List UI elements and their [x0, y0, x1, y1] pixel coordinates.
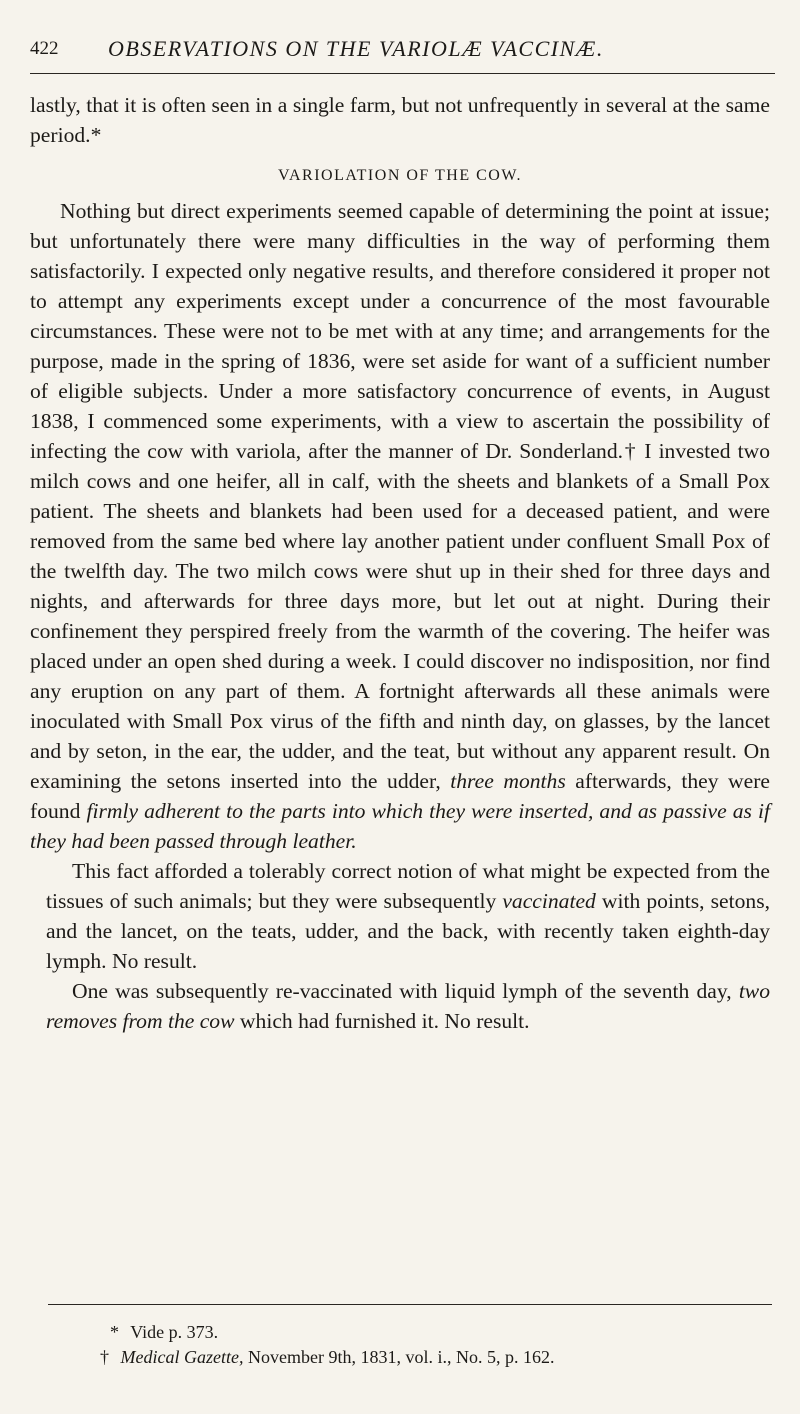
paragraph-2 [30, 196, 770, 856]
footnote-2-source: Medical Gazette, [120, 1347, 244, 1367]
page-header [30, 36, 770, 66]
paragraph-4-text-b: which had furnished it. No result. [239, 1009, 530, 1033]
body-text [30, 90, 770, 1036]
footnotes [100, 1320, 750, 1370]
footnote-2 [100, 1345, 750, 1370]
paragraph-3-text-b: with points, setons, and the lancet, on the teats, udder, and the back, with recently taken eighth-day lymph. No result. [46, 889, 770, 973]
page-number: 422 [30, 38, 59, 59]
paragraph-3-emphasis: vaccinated [502, 889, 596, 913]
footnote-1-text: Vide p. 373. [130, 1322, 219, 1342]
running-head: OBSERVATIONS ON THE VARIOLÆ VACCINÆ. [108, 36, 604, 61]
footnote-2-text: November 9th, 1831, vol. i., No. 5, p. 162. [247, 1347, 555, 1367]
paragraph-3-text-a: This fact afforded a tolerably correct notion of what might be expected from the tissues of such animals; but they were subsequently [46, 859, 770, 913]
footnote-1-mark: * [110, 1322, 119, 1342]
footnote-rule [48, 1304, 772, 1305]
paragraph-2-text-b: afterwards, they were found [30, 769, 770, 823]
footnote-2-mark: † [100, 1347, 109, 1367]
footnote-1 [110, 1320, 750, 1345]
paragraph-4-text-a: One was subsequently re-vaccinated with liquid lymph of the seventh day, [72, 979, 732, 1003]
paragraph-2-emphasis-2: firmly adherent to the parts into which they were inserted, and as passive as if they had been passed through leather. [30, 799, 770, 853]
paragraph-2-text-a: Nothing but direct experiments seemed capable of determining the point at issue; but unfortunately there were many difficulties in the way of performing them satisfactorily. I expected only negative results, and therefore considered it proper not to attempt any experiments except under a concurrence of the most favourable circumstances. These were not to be met with at any time; and arrangements for the purpose, made in the spring of 1836, were set aside for want of a sufficient number of eligible subjects. Under a more satisfactory concurrence of events, in August 1838, I commenced some experiments, with a view to ascertain the possibility of infecting the cow with variola, after the manner of Dr. Sonderland.† I invested two milch cows and one heifer, all in calf, with the sheets and blankets of a Small Pox patient. The sheets and blankets had been used for a deceased patient, and were removed from the same bed where lay another patient under confluent Small Pox of the twelfth day. The two milch cows were shut up in their shed for three days and nights, and afterwards for three days more, but let out at night. During their confinement they perspired freely from the warmth of the covering. The heifer was placed under an open shed during a week. I could discover no indisposition, nor find any eruption on any part of them. A fortnight afterwards all these animals were inoculated with Small Pox virus of the fifth and ninth day, on glasses, by the lancet and by seton, in the ear, the udder, and the teat, but without any apparent result. On examining the setons inserted into the udder, [30, 199, 770, 793]
paragraph-4 [30, 976, 770, 1036]
paragraph-2-emphasis-1: three months [450, 769, 566, 793]
paragraph-1: lastly, that it is often seen in a single farm, but not unfrequently in several at the same period.* [30, 93, 770, 147]
header-rule [30, 73, 775, 74]
section-heading: VARIOLATION OF THE COW. [278, 167, 522, 184]
paragraph-3 [30, 856, 770, 976]
paragraph-4-emphasis: two removes from the cow [46, 979, 771, 1033]
